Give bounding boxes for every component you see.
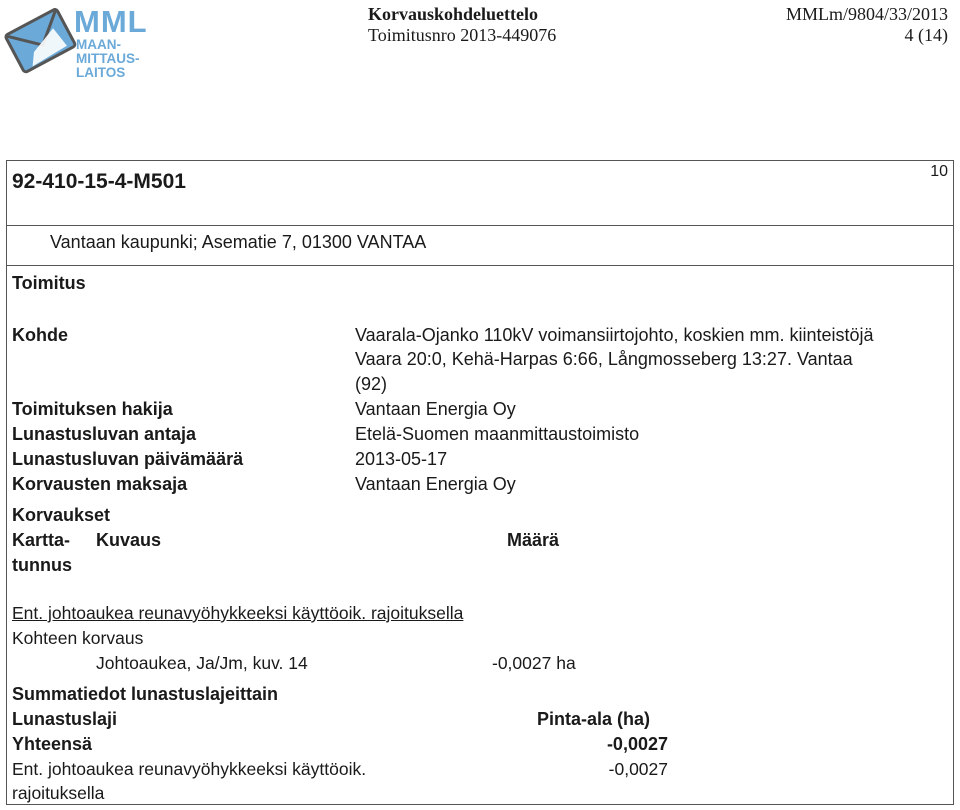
section-toimitus: Toimitus <box>12 273 86 293</box>
logo-line-3: MITTAUS- <box>76 51 140 66</box>
value-lunastusluvan-paivamaara: 2013-05-17 <box>355 449 448 469</box>
value-kohde-line-2: Vaara 20:0, Kehä-Harpas 6:66, Långmosseberg 13:27. Vantaa <box>355 349 853 369</box>
label-toimituksen-hakija: Toimituksen hakija <box>12 399 173 419</box>
reference-number: MMLm/9804/33/2013 <box>785 4 948 24</box>
row-kuvaus: Johtoaukea, Ja/Jm, kuv. 14 <box>96 653 308 673</box>
record-id: 92-410-15-4-M501 <box>12 170 186 193</box>
summary-row-laji-line-1: Ent. johtoaukea reunavyöhykkeeksi käyttöoik. <box>12 759 367 779</box>
logo-line-2: MAAN- <box>76 37 121 52</box>
summary-total-value: -0,0027 <box>606 734 668 754</box>
col-header-karttatunnus-2: tunnus <box>12 555 72 575</box>
value-kohde-line-1: Vaarala-Ojanko 110kV voimansiirtojohto, koskien mm. kiinteistöjä <box>355 325 874 345</box>
label-lunastusluvan-paivamaara: Lunastusluvan päivämäärä <box>12 449 244 469</box>
section-korvaukset: Korvaukset <box>12 505 111 525</box>
summary-row-ala: -0,0027 <box>608 759 668 779</box>
page-number: 4 (14) <box>904 25 948 45</box>
logo-line-4: LAITOS <box>76 65 126 80</box>
value-toimituksen-hakija: Vantaan Energia Oy <box>355 399 516 419</box>
col-header-kuvaus: Kuvaus <box>96 530 162 550</box>
divider <box>6 225 954 226</box>
value-korvausten-maksaja: Vantaan Energia Oy <box>355 474 516 494</box>
label-korvausten-maksaja: Korvausten maksaja <box>12 474 188 494</box>
logo-line-1: MML <box>74 4 148 39</box>
divider <box>6 265 954 266</box>
row-maara: -0,0027 ha <box>492 653 576 673</box>
col-header-maara: Määrä <box>507 530 560 550</box>
summary-col-lunastuslaji: Lunastuslaji <box>12 709 118 729</box>
value-lunastusluvan-antaja: Etelä-Suomen maanmittaustoimisto <box>355 424 640 444</box>
value-kohde-line-3: (92) <box>355 374 388 394</box>
col-header-karttatunnus-1: Kartta- <box>12 530 71 550</box>
sub-title: Kohteen korvaus <box>12 628 144 648</box>
summary-title: Summatiedot lunastuslajeittain <box>12 684 279 704</box>
owner-text: Vantaan kaupunki; Asematie 7, 01300 VANTAA <box>50 232 427 252</box>
document-title: Korvauskohdeluettelo <box>368 4 539 24</box>
label-kohde: Kohde <box>12 325 68 345</box>
summary-col-pinta-ala: Pinta-ala (ha) <box>537 709 651 729</box>
group-title: Ent. johtoaukea reunavyöhykkeeksi käyttöoik. rajoituksella <box>12 603 464 623</box>
delivery-number: Toimitusnro 2013-449076 <box>368 25 557 45</box>
summary-total-label: Yhteensä <box>12 734 93 754</box>
mml-logo <box>0 0 160 90</box>
corner-number: 10 <box>930 163 948 180</box>
summary-row-laji-line-2: rajoituksella <box>12 783 105 803</box>
label-lunastusluvan-antaja: Lunastusluvan antaja <box>12 424 197 444</box>
